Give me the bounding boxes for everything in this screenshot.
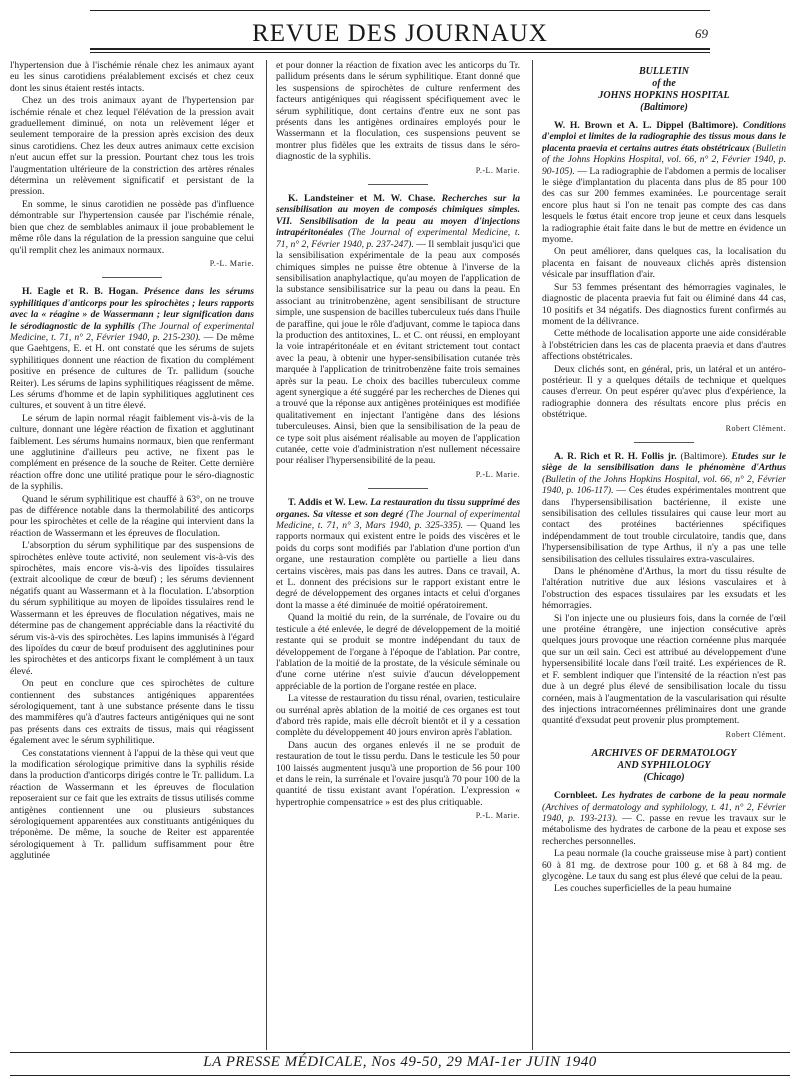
- column-1: [10, 60, 254, 1050]
- header-rule: [90, 10, 710, 11]
- paragraph: La peau normale (la couche graisseuse mise à part) contient 60 à 81 mg. de dextrose pour 100 g. et 68 à 84 mg. de glycogène. Le taux du sang est plus élevé que celui de la peau.: [542, 848, 786, 882]
- paragraph: — De même que Gaehtgens, E. et H. ont constaté que les sérums de sujets syphilitiques donnent une réaction de fixation du complément positive en présence de cultures de Tr. pallidum (souche Reiter). Les sérums de lapins syphilitiques réagissent de même. Les sérums d'homme et de lapin syphilitiques agglutinent ces cultures, et souvent à un titre élevé.: [10, 331, 254, 412]
- signature: Robert Clément.: [725, 729, 786, 739]
- article-separator: [368, 488, 428, 489]
- article-title: Recherches sur la sensibilisation au moyen de composés chimiques simples. VII. Sensibilisation de la peau au moyen d'injections intrapéritonéales: [276, 193, 520, 239]
- article-authors: A. R. Rich et R. H. Follis jr.: [554, 450, 677, 462]
- section-heading-line: AND SYPHILOLOGY: [617, 760, 711, 772]
- paragraph: et pour donner la réaction de fixation avec les anticorps du Tr. pallidum présents dans le sérum syphilitique. Etant donné que les suspensions de spirochètes de culture renferment des facteurs antigéniques qui réagissent spécifiquement avec le sérum syphilitique, dont certains d'entre eux ne sont pas présents dans les antigènes ordinaires employés pour le Wassermann et la floculation, ces suspensions peuvent se montrer plus fidèles que les extraits de tissus dans le séro-diagnostic de la syphilis.: [276, 60, 520, 163]
- section-heading: [542, 66, 786, 114]
- article-reference: (The Journal of experimental Medicine, t. 71, n° 3, Mars 1940, p. 325-335).: [276, 508, 520, 532]
- paragraph: Quand le sérum syphilitique est chauffé à 63°, on ne trouve pas de différence notable dans la thermolabilité des anticorps pour les spirochètes et celle de la réagine qui intervient dans la réaction de Wassermann et les épreuves de floculation.: [10, 493, 254, 539]
- signature: P.-L. Marie.: [475, 811, 520, 821]
- article-separator: [634, 442, 694, 443]
- article-heading: [276, 193, 520, 467]
- signature: Robert Clément.: [725, 423, 786, 433]
- article-heading: [542, 451, 786, 565]
- page-footer: LA PRESSE MÉDICALE, Nos 49-50, 29 MAI-1er JUIN 1940: [203, 1054, 597, 1070]
- article-reference: (Bulletin of the Johns Hopkins Hospital, vol. 66, n° 2, Février 1940, p. 90-105).: [542, 142, 786, 177]
- article-reference: (Archives of dermatology and syphilology, t. 41, n° 2, Février 1940, p. 193-213).: [542, 801, 786, 824]
- signature: P.-L. Marie.: [475, 165, 520, 175]
- column-divider: [532, 60, 533, 1050]
- header-rule-thin: [90, 52, 710, 53]
- paragraph: Le sérum de lapin normal réagit faiblement vis-à-vis de la culture, donnant une légère réaction de fixation et agglutinant faiblement. Les sérums humains normaux, bien que renfermant une agglutinine d'ailleurs peu active, ne fixent pas le complément en présence de la souche de Reiter. Cette dernière réaction offre donc une utilité pratique pour le séro-diagnostic de la syphilis.: [10, 412, 254, 493]
- paragraph: — Ces études expérimentales montrent que dans l'hypersensibilisation bactérienne, il existe une sensibilisation des cellules tissulaires qui cause leur mort au contact des protéines bactériennes spécifiques indépendamment de tout trouble circulatoire, tandis que, dans l'hypersensibilisation de type Arthus, il n'y a pas une telle sensibilisation des cellules tissulaires extra-vasculaires.: [542, 485, 786, 565]
- paragraph: En somme, le sinus carotidien ne possède pas d'influence démontrable sur l'hypertension causée par l'ischémie rénale, bien que chez de semblables animaux il joue probablement le même rôle dans la régulation de la pression sanguine que celui qu'il remplit chez les animaux normaux.: [10, 198, 254, 256]
- article-title: Conditions d'emploi et limites de la radiographie des tissus mous dans le placenta praevia et certains autres états obstétricaux: [542, 120, 786, 154]
- header-rule-thick: [90, 48, 710, 50]
- paragraph: Si l'on injecte une ou plusieurs fois, dans la cornée de l'œil une protéine étrangère, une injection consécutive après quelques jours provoque une réaction cornéenne plus marquée que sur un œil sain. Ceci est attribué au développement d'une hypersensibilité locale dans l'œil traité. Les expériences de R. et F. semblent indiquer que l'intensité de la réaction n'est pas due à un degré plus élevé de sensibilisation locale du tissu cornéen, mais à l'augmentation de la vascularisation qui résulte des injections intracornéennes préliminaires dont une grande quantité d'exsudat peut provenir plus promptement.: [542, 612, 786, 727]
- paragraph: La vitesse de restauration du tissu rénal, ovarien, testiculaire ou surrénal après ablation de la moitié de ces organes est tout d'abord très rapide, mais elle décroît bientôt et il y a cessation complète du développement 40 jours environ après l'ablation.: [276, 693, 520, 739]
- article-title: Etudes sur le siège de la sensibilisation dans le phénomène d'Arthus: [542, 450, 786, 474]
- signature: P.-L. Marie.: [209, 258, 254, 268]
- article-heading: [276, 497, 520, 611]
- signature: P.-L. Marie.: [475, 469, 520, 479]
- article-authors: K. Landsteiner et M. W. Chase.: [288, 193, 436, 205]
- section-heading-line: (Baltimore): [640, 102, 688, 113]
- section-heading-line: (Chicago): [643, 772, 685, 784]
- article-separator: [368, 184, 428, 185]
- section-heading-line: of the: [652, 78, 676, 89]
- section-heading-line: JOHNS HOPKINS HOSPITAL: [598, 90, 730, 101]
- article-title: La restauration du tissu supprimé des organes. Sa vitesse et son degré: [276, 497, 520, 520]
- article-authors: W. H. Brown et A. L. Dippel (Baltimore).: [554, 120, 738, 131]
- article-title: Présence dans les sérums syphilitiques d'anticorps pour les spirochètes ; leurs rapports avec la « réagine » de Wassermann ; leur signification dans le sérodiagnostic de la syphilis: [10, 286, 254, 332]
- paragraph: Ces constatations viennent à l'appui de la thèse qui veut que la modification sérologique primitive dans la syphilis réside dans la production d'anticorps dirigés contre le Tr. pallidum. La réaction de Wassermann et les épreuves de floculation reposeraient sur ce fait que les extraits de tissus utilisés comme antigènes contiennent une ou plusieurs substances sérologiquement apparentées aux constituants antigéniques du tréponème. De même, la souche de Reiter est apparentée sérologiquement à Tr. pallidum suffisamment pour être agglutinée: [10, 747, 254, 862]
- footer-rule: [10, 1052, 790, 1053]
- page-title: REVUE DES JOURNAUX: [252, 20, 548, 47]
- article-separator: [102, 277, 162, 278]
- article-heading: [542, 790, 786, 847]
- article-heading: [542, 120, 786, 245]
- paragraph: On peut en conclure que ces spirochètes de culture contiennent des substances antigéniques apparentées sérologiquement, tant à une substance présente dans le tissu des mammifères qu'à d'autres facteurs antigéniques qui ne sont pas présents dans ces extraits de tissus, mais qui réagissent également avec le sérum syphilitique.: [10, 678, 254, 747]
- article-reference: (The Journal of experimental Medicine, t. 71, n° 2, Février 1940, p. 215-230).: [10, 320, 254, 343]
- paragraph: — Quand les rapports normaux qui existent entre le poids des viscères et le poids du corps sont modifiés par l'ablation d'une portion d'un organe, une restauration complète ou partielle a lieu dans certains viscères, mais pas dans les autres. Dans ce travail, A. et L. donnent des précisions sur le rapport existant entre le degré de développement des organes intacts et celui d'organes dont la masse a été diminuée de moitié opératoirement.: [276, 520, 520, 611]
- article-reference: (The Journal of experimental Medicine, t. 71, n° 2, Février 1940, p. 237-247).: [276, 227, 520, 250]
- article-authors: Cornbleet.: [554, 790, 598, 802]
- column-3: [542, 60, 786, 1050]
- footer-rule: [10, 1075, 790, 1076]
- paragraph: L'absorption du sérum syphilitique par des suspensions de spirochètes enlève toute activité, non seulement vis-à-vis des spirochètes, mais encore vis-à-vis des lipoïdes tissulaires (extrait alcoolique de cœur de bœuf) ; les sérums deviennent négatifs quant au Wassermann et à la floculation. L'absorption du sérum syphilitique au moyen de lipoïdes tissulaires rend le Wassermann et les épreuves de floculation négatives, mais ne détermine pas de changement appréciable dans la réactivité du sérum vis-à-vis des spirochètes. Les lapins immunisés à l'égard des lipoïdes du cœur de bœuf produisent des agglutinines pour les spirochètes et des anticorps fixant le complément à un taux élevé.: [10, 540, 254, 677]
- article-authors: T. Addis et W. Lew.: [288, 497, 368, 509]
- article-authors: H. Eagle et R. B. Hogan.: [22, 286, 139, 298]
- paragraph: Dans aucun des organes enlevés il ne se produit de restauration de tout le tissu perdu. Dans le testicule les 50 pour 100 laissés augmentent jusqu'à une proportion de 56 pour 100 et dans le rein, la surrénale et l'ovaire jusqu'à 70 pour 100 de la quantité de tissu existant avant l'opération. L'expression « hypertrophie compensatrice » est des plus critiquable.: [276, 739, 520, 808]
- column-2: [276, 60, 520, 1050]
- column-divider: [266, 60, 267, 1050]
- paragraph: Les couches superficielles de la peau humaine: [554, 883, 732, 895]
- paragraph: — C. passe en revue les travaux sur le métabolisme des hydrates de carbone de la peau et expose ses recherches personnelles.: [542, 812, 786, 847]
- paragraph: Deux clichés sont, en général, pris, un latéral et un antéro-postérieur. Il y a quelques détails de technique et quelques causes d'erreur. On peut espérer qu'avec plus d'expérience, la radiographie donnera des résultats encore plus précis en obstétrique.: [542, 363, 786, 421]
- article-reference: (Bulletin of the Johns Hopkins Hospital, vol. 66, n° 2, Février 1940, p. 106-117).: [542, 473, 786, 497]
- paragraph: Dans le phénomène d'Arthus, la mort du tissu résulte de l'altération nutritive due aux lésions vasculaires et à l'obstruction des espaces tissulaires par les exsudats et les hémorragies.: [542, 566, 786, 612]
- page-number: 69: [695, 26, 708, 41]
- article-location: (Baltimore).: [680, 450, 728, 462]
- section-heading: [542, 748, 786, 784]
- article-heading: [10, 286, 254, 411]
- section-heading-line: BULLETIN: [639, 66, 689, 77]
- paragraph: l'hypertension due à l'ischémie rénale chez les animaux ayant eu les sinus carotidiens préalablement excisés et chez ceux dont les sinus étaient restés intacts.: [10, 60, 254, 94]
- paragraph: On peut améliorer, dans quelques cas, la localisation du placenta en faisant de nouveaux clichés après distension vésicale par insufflation d'air.: [542, 246, 786, 281]
- section-heading-line: ARCHIVES OF DERMATOLOGY: [591, 748, 737, 760]
- paragraph: Quand la moitié du rein, de la surrénale, de l'ovaire ou du testicule a été enlevée, le degré de développement de la moitié restante qui se produit se montre indépendant du taux de développement de l'organe à l'époque de l'ablation. Par contre, l'ablation de la moitié de la prostate, de la vésicule séminale ou d'une corne utérine n'est suivie d'aucun développement appréciable de la portion de l'organe restée en place.: [276, 612, 520, 692]
- paragraph: — La radiographie de l'abdomen a permis de localiser le siège d'implantation du placenta dans plus de 85 pour 100 des cas sur 200 femmes examinées. Le pourcentage serait encore plus haut si l'on ne tenait pas compte des cas dans lesquels le fœtus était encore trop jeune et ceux dans lesquels la radiographie était faite dans le but de mettre en évidence un myome.: [542, 165, 786, 246]
- paragraph: — Il semblait jusqu'ici que la sensibilisation expérimentale de la peau aux composés chimiques simples ne puisse être obtenue à l'inverse de la sensibilisation anaphylactique, qu'au moyen de l'application de la substance sensibilisatrice sur la peau ou dans la peau. En associant au trinitrobenzène, agent sensibilisant de structure simple, une suspension de bacilles tuberculeux tués dans l'huile de paraffine, qui joue le rôle d'adjuvant, comme le tapioca dans la production des antitoxines, L. et C. ont réussi, en employant la voie intrapéritonéale et en évitant strictement tout contact avec la peau, à obtenir une hyper-sensibilisation cutanée très marquée à l'application de trinitrobenzène faite trois semaines après sur la peau. Le choix des bacilles tuberculeux comme agent synergique a été suggéré par les recherches de Dienes qui a trouvé que la réponse aux antigènes protéiniques est modifiée qualitativement en injectant l'antigène dans des lésions tuberculeuses. Ainsi, bien que la sensibilisation de la peau de ce type soit plus aisément réalisable au moyen de l'application cutanée, cette voie d'administration n'est nullement nécessaire pour réaliser l'hypersensibilité de la peau.: [276, 238, 520, 467]
- article-title: Les hydrates de carbone de la peau normale: [601, 790, 786, 802]
- paragraph: Chez un des trois animaux ayant de l'hypertension par ischémie rénale et chez lequel l'élévation de la pression avait graduellement diminué, on nota un relèvement léger et seulement temporaire de la pression après excision des deux sinus carotidiens. Chez les deux autres animaux cette excision n'eut aucun effet sur la pression. Pourtant chez tous les trois l'augmentation ultérieure de la constriction des artères rénales détermina un relèvement significatif et persistant de la pression.: [10, 95, 254, 198]
- paragraph: Cette méthode de localisation apporte une aide considérable à l'obstétricien dans les cas de placenta praevia et dans d'autres affections obstétricales.: [542, 328, 786, 363]
- paragraph: Sur 53 femmes présentant des hémorragies vaginales, le diagnostic de placenta praevia fut fait ou éliminé dans 44 cas, 10 positifs et 34 négatifs. Des diagnostics furent confirmés au moment de la délivrance.: [542, 281, 786, 327]
